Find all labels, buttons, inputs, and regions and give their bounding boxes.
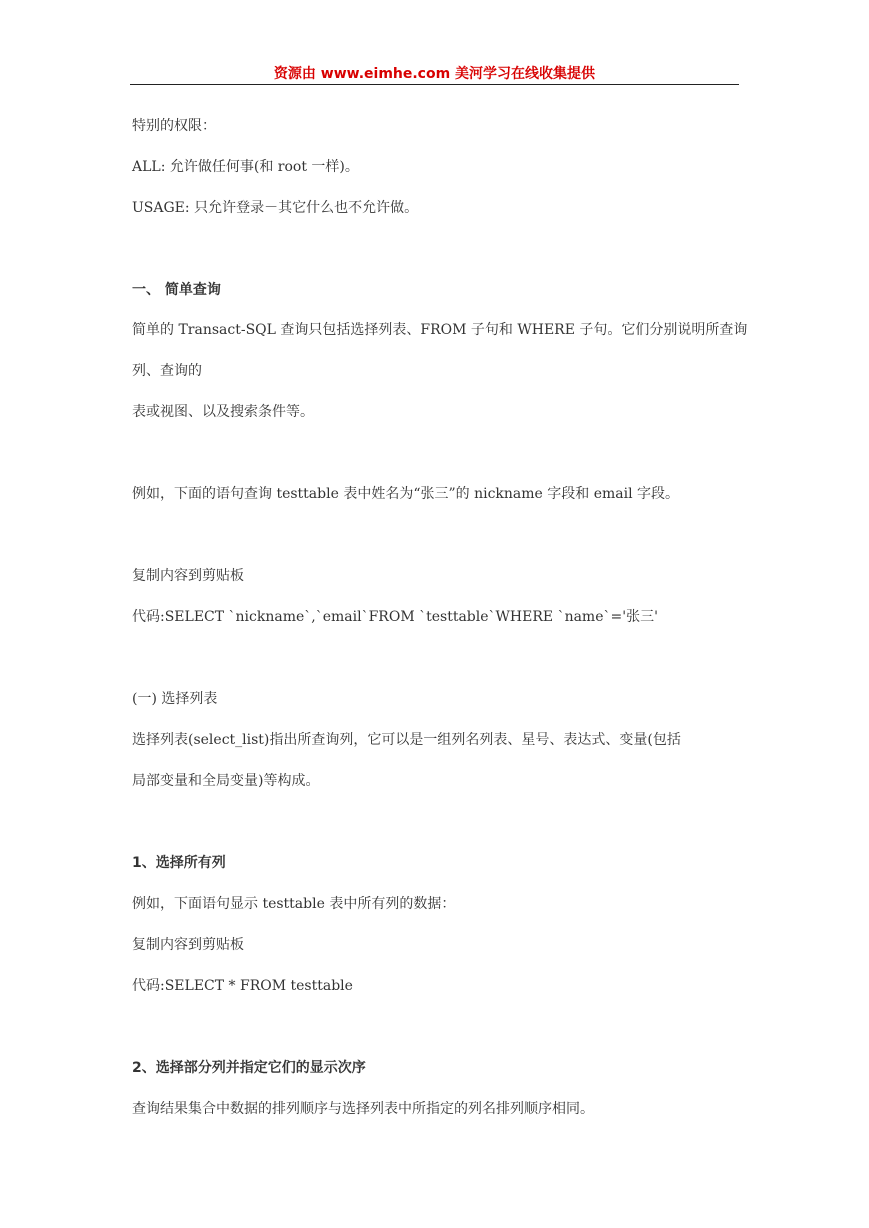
special-permissions-label: 特别的权限：: [132, 118, 216, 134]
copy-to-clipboard-label: 复制内容到剪贴板: [132, 568, 244, 584]
header-rule: [130, 84, 739, 85]
section-heading-simple-query: 一、 简单查询: [132, 282, 221, 298]
code-line: 代码:SELECT * FROM testtable: [132, 978, 353, 994]
paragraph-line: 简单的 Transact-SQL 查询只包括选择列表、FROM 子句和 WHERE 子句。它们分别说明所查询: [132, 322, 748, 338]
example-text: 例如，下面的语句查询 testtable 表中姓名为“张三”的 nickname 字段和 email 字段。: [132, 486, 680, 502]
heading-select-partial-columns: 2、选择部分列并指定它们的显示次序: [132, 1060, 366, 1076]
page-header: 资源由 www.eimhe.com 美河学习在线收集提供: [273, 66, 596, 82]
heading-select-all-columns: 1、选择所有列: [132, 855, 226, 871]
permission-all: ALL: 允许做任何事(和 root 一样)。: [132, 159, 359, 175]
paragraph-line: 表或视图、以及搜索条件等。: [132, 404, 314, 420]
paragraph-line: 列、查询的: [132, 363, 202, 379]
paragraph-line: 查询结果集合中数据的排列顺序与选择列表中所指定的列名排列顺序相同。: [132, 1101, 594, 1117]
permission-usage: USAGE: 只允许登录－其它什么也不允许做。: [132, 200, 419, 216]
code-line: 代码:SELECT `nickname`,`email`FROM `testtable`WHERE `name`='张三': [132, 609, 658, 625]
paragraph-line: 局部变量和全局变量)等构成。: [132, 773, 320, 789]
copy-to-clipboard-label: 复制内容到剪贴板: [132, 937, 244, 953]
subsection-heading-select-list: (一) 选择列表: [132, 691, 218, 707]
example-text: 例如，下面语句显示 testtable 表中所有列的数据：: [132, 896, 456, 912]
paragraph-line: 选择列表(select_list)指出所查询列，它可以是一组列名列表、星号、表达式、变量(包括: [132, 732, 681, 748]
